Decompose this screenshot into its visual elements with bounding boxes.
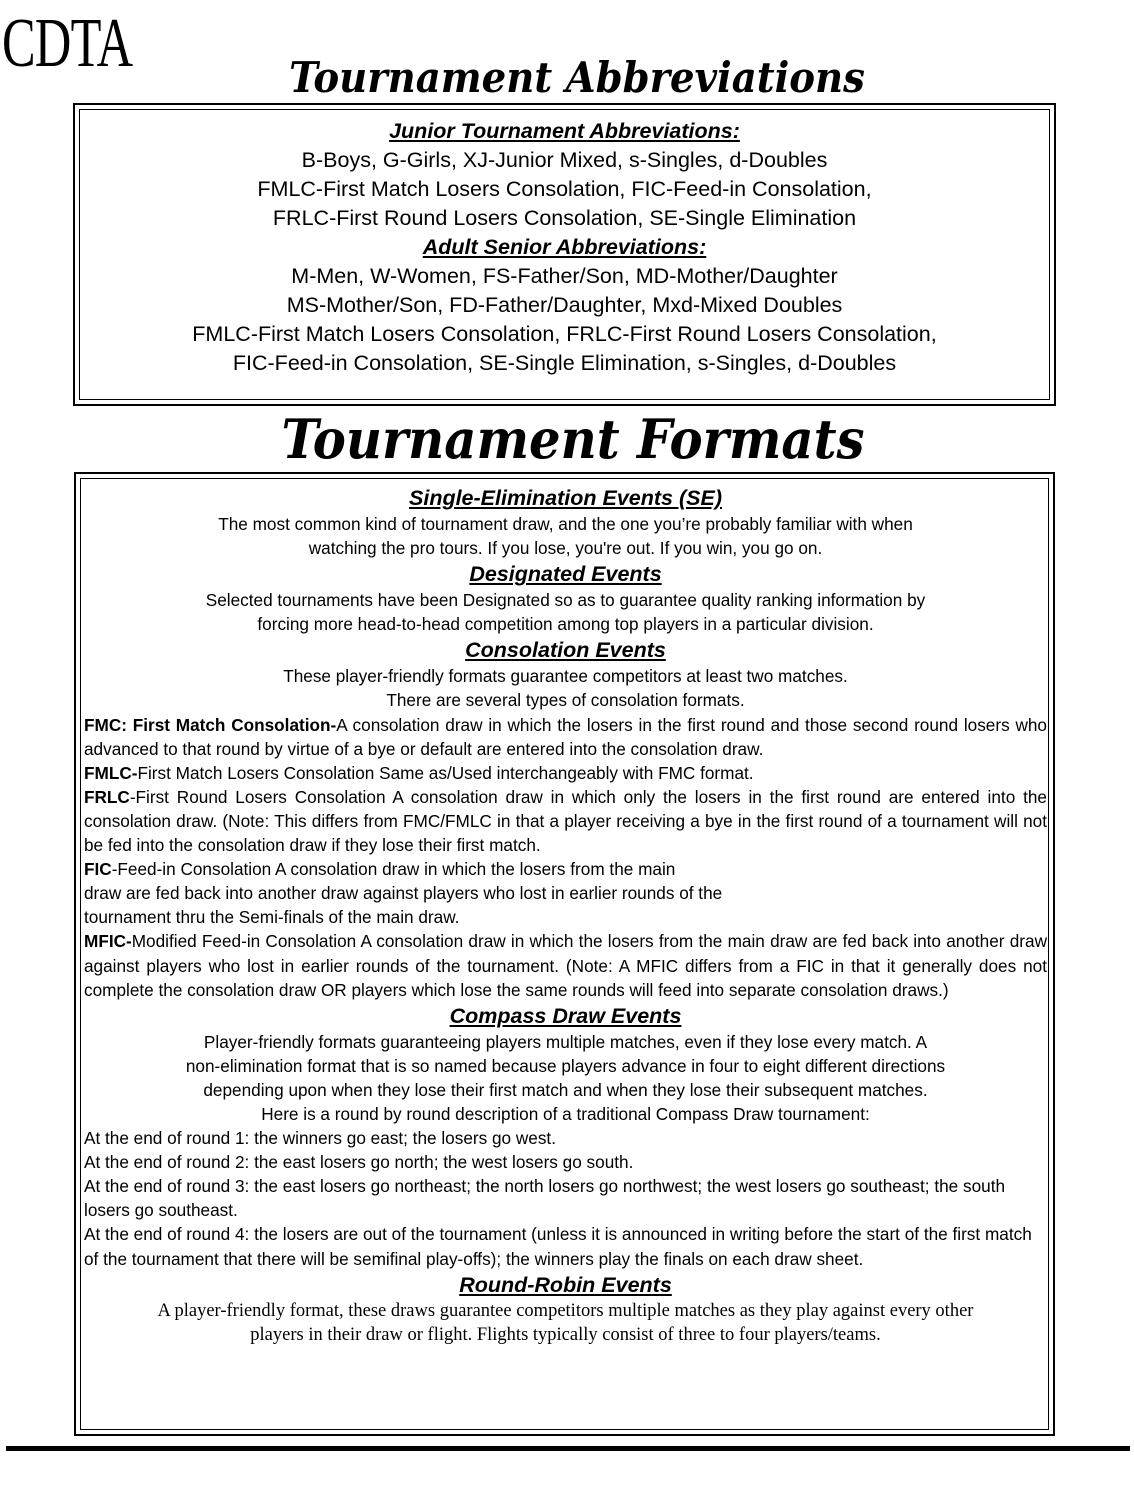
compass-text: Here is a round by round description of a traditional Compass Draw tournament: — [261, 1103, 870, 1124]
compass-round-3: At the end of round 3: the east losers go northeast; the north losers go northwest; the west losers go southeast; the south losers go southeast. — [84, 1176, 1006, 1221]
consolation-text: There are several types of consolation formats. — [386, 690, 745, 711]
junior-heading: Junior Tournament Abbreviations: — [389, 119, 740, 143]
fmlc-text: First Match Losers Consolation Same as/Used interchangeably with FMC format. — [137, 762, 754, 783]
frlc-text: -First Round Losers Consolation A consolation draw in which only the losers in the first round are entered into the consolation draw. (Note: This differs from FMC/FMLC in that a player receiving a bye in the first round of a tournament will not be fed into the consolation draw if they lose their first match. — [84, 786, 1047, 856]
se-heading: Single-Elimination Events (SE) — [409, 486, 722, 510]
frlc-definition — [84, 785, 1047, 857]
junior-line: FMLC-First Match Losers Consolation, FIC-Feed-in Consolation, — [257, 177, 872, 201]
frlc-term: FRLC — [84, 786, 130, 807]
page-title-formats: Tournament Formats — [281, 407, 865, 471]
fic-definition — [84, 857, 1047, 881]
fic-text-line: draw are fed back into another draw against players who lost in earlier rounds of the — [84, 883, 723, 904]
compass-text: depending upon when they lose their first match and when they lose their subsequent matches. — [203, 1079, 928, 1100]
fmlc-term: FMLC- — [84, 762, 138, 783]
abbreviations-box — [73, 103, 1056, 406]
adult-line: FMLC-First Match Losers Consolation, FRLC-First Round Losers Consolation, — [192, 322, 937, 346]
fic-text-line: tournament thru the Semi-finals of the main draw. — [84, 907, 460, 928]
designated-text: forcing more head-to-head competition among top players in a particular division. — [257, 614, 874, 635]
fmlc-definition — [84, 761, 1047, 785]
adult-line: M-Men, W-Women, FS-Father/Son, MD-Mother/Daughter — [291, 264, 838, 288]
designated-heading: Designated Events — [469, 562, 662, 587]
rr-text: A player-friendly format, these draws guarantee competitors multiple matches as they play against every other — [157, 1300, 974, 1321]
adult-line: MS-Mother/Son, FD-Father/Daughter, Mxd-Mixed Doubles — [286, 293, 843, 317]
formats-box — [74, 472, 1055, 1436]
fmc-text: A consolation draw in which the losers in the first round and those second round losers who advanced to that round by virtue of a bye or default are entered into the consolation draw. — [84, 714, 1047, 759]
mfic-term: MFIC- — [84, 931, 132, 952]
abbreviations-content — [81, 117, 1048, 378]
designated-text: Selected tournaments have been Designated so as to guarantee quality ranking information by — [205, 590, 926, 611]
mfic-definition — [84, 929, 1047, 1001]
cdta-logo: CDTA — [2, 5, 133, 82]
compass-round-2: At the end of round 2: the east losers go north; the west losers go south. — [84, 1152, 634, 1173]
consolation-heading: Consolation Events — [465, 638, 666, 663]
se-text: watching the pro tours. If you lose, you're out. If you win, you go on. — [308, 538, 823, 559]
page-title-abbreviations: Tournament Abbreviations — [289, 53, 865, 102]
fmc-definition — [84, 713, 1047, 761]
rr-text: players in their draw or flight. Flights typically consist of three to four players/teams. — [250, 1324, 881, 1345]
fic-term: FIC — [84, 859, 112, 880]
consolation-text: These player-friendly formats guarantee competitors at least two matches. — [283, 666, 848, 687]
formats-content — [84, 484, 1047, 1347]
junior-line: FRLC-First Round Losers Consolation, SE-Single Elimination — [272, 206, 857, 230]
compass-round-1: At the end of round 1: the winners go east; the losers go west. — [84, 1128, 556, 1149]
adult-heading: Adult Senior Abbreviations: — [422, 235, 707, 259]
se-text: The most common kind of tournament draw, and the one you’re probably familiar with when — [218, 514, 913, 534]
fmc-term: FMC: First Match Consolation- — [84, 714, 337, 735]
adult-line: FIC-Feed-in Consolation, SE-Single Elimination, s-Singles, d-Doubles — [232, 351, 897, 375]
bottom-rule — [6, 1446, 1130, 1451]
mfic-text: Modified Feed-in Consolation A consolation draw in which the losers from the main draw are fed back into another draw against players who lost in earlier rounds of the tournament. (Note: A MFIC differs from a FIC in that it generally does not complete the consolation draw OR players which lose the same rounds will feed into separate consolation draws.) — [84, 931, 1047, 1000]
compass-text: Player-friendly formats guaranteeing players multiple matches, even if they lose every match. A — [203, 1031, 928, 1052]
compass-text: non-elimination format that is so named because players advance in four to eight different directions — [185, 1055, 946, 1076]
compass-round-4: At the end of round 4: the losers are out of the tournament (unless it is announced in writing before the start of the first match of the tournament that there will be semifinal play-offs); the winners play the finals on each draw sheet. — [84, 1224, 1032, 1269]
compass-heading: Compass Draw Events — [449, 1003, 682, 1028]
rr-heading: Round-Robin Events — [459, 1272, 672, 1297]
fic-text: -Feed-in Consolation A consolation draw in which the losers from the main — [111, 859, 676, 880]
junior-line: B-Boys, G-Girls, XJ-Junior Mixed, s-Singles, d-Doubles — [301, 148, 828, 172]
